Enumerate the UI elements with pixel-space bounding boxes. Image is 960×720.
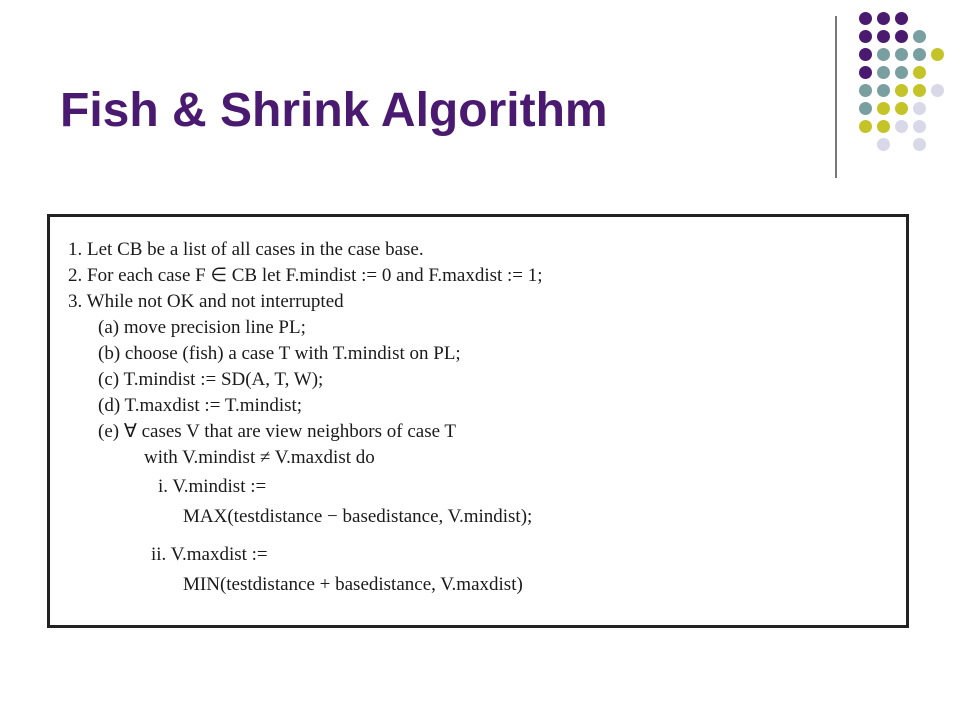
slide-title: Fish & Shrink Algorithm (60, 84, 608, 137)
algorithm-line: (b) choose (fish) a case T with T.mindist on PL; (98, 343, 461, 364)
algorithm-line: (c) T.mindist := SD(A, T, W); (98, 369, 324, 390)
algorithm-lines (50, 217, 906, 625)
dot (877, 102, 890, 115)
dot (877, 138, 890, 151)
algorithm-line: (e) ∀ cases V that are view neighbors of case T (98, 421, 457, 442)
dot (895, 30, 908, 43)
algorithm-line: 3. While not OK and not interrupted (68, 291, 344, 312)
algorithm-line: i. V.mindist := (158, 476, 267, 497)
dot (859, 66, 872, 79)
algorithm-line: (a) move precision line PL; (98, 317, 306, 338)
dot (859, 30, 872, 43)
dot (913, 138, 926, 151)
dot (877, 66, 890, 79)
dot (913, 30, 926, 43)
dot (913, 48, 926, 61)
title-divider-line (835, 16, 837, 178)
algorithm-line: MAX(testdistance − basedistance, V.mindist); (183, 506, 533, 527)
decorative-dot-grid (848, 12, 936, 156)
dot (877, 84, 890, 97)
dot (913, 120, 926, 133)
dot (859, 48, 872, 61)
dot (877, 48, 890, 61)
dot (931, 84, 944, 97)
dot (895, 120, 908, 133)
dot (895, 84, 908, 97)
dot (895, 66, 908, 79)
algorithm-box (47, 214, 909, 628)
dot (877, 120, 890, 133)
dot (913, 66, 926, 79)
dot (895, 12, 908, 25)
dot (913, 84, 926, 97)
algorithm-line: with V.mindist ≠ V.maxdist do (144, 447, 375, 468)
dot (859, 102, 872, 115)
dot (931, 48, 944, 61)
dot (895, 48, 908, 61)
dot (859, 120, 872, 133)
algorithm-line: (d) T.maxdist := T.mindist; (98, 395, 303, 416)
dot (895, 102, 908, 115)
dot (913, 102, 926, 115)
dot (859, 12, 872, 25)
dot (877, 12, 890, 25)
algorithm-line: 1. Let CB be a list of all cases in the case base. (68, 239, 424, 260)
algorithm-line: MIN(testdistance + basedistance, V.maxdist) (183, 574, 523, 595)
dot (859, 84, 872, 97)
algorithm-line: 2. For each case F ∈ CB let F.mindist := 0 and F.maxdist := 1; (68, 265, 543, 286)
dot (877, 30, 890, 43)
algorithm-line: ii. V.maxdist := (151, 544, 268, 565)
